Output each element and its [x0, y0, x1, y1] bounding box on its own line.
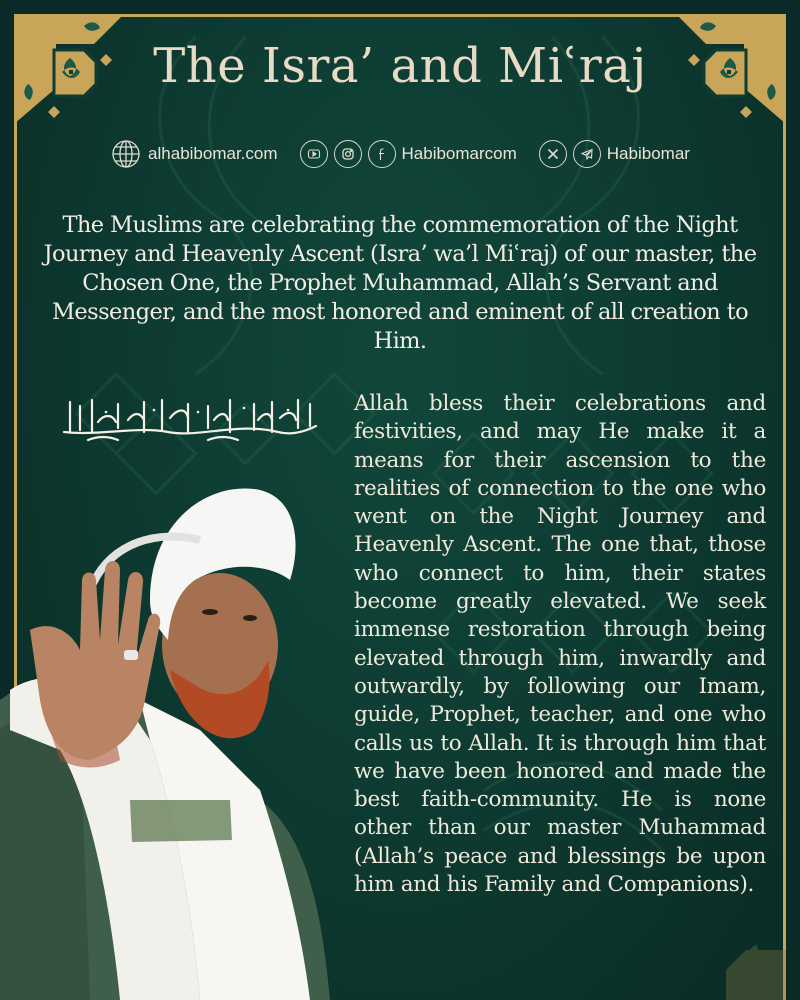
x-icon[interactable]	[539, 140, 567, 168]
corner-ornament-bottom-right	[706, 940, 786, 1000]
facebook-icon[interactable]	[368, 140, 396, 168]
social-handle-primary[interactable]: Habibomarcom	[401, 144, 517, 163]
telegram-icon[interactable]	[573, 140, 601, 168]
intro-paragraph: The Muslims are celebrating the commemoration of the Night Journey and Heavenly Ascent (Isra’ wa’l Miʿraj) of our master, the Chosen One, the Prophet Muhammad, Allah’s Servant and Messenger, and the most honored and eminent of all creation to Him.	[43, 212, 757, 354]
website-link[interactable]: alhabibomar.com	[148, 144, 278, 163]
social-links-row	[0, 138, 800, 170]
portrait-photo	[0, 470, 360, 1000]
social-handle-secondary[interactable]: Habibomar	[606, 144, 690, 163]
instagram-icon[interactable]	[334, 140, 362, 168]
youtube-icon[interactable]	[300, 140, 328, 168]
page-title: The Isra’ and Miʿraj	[153, 38, 647, 94]
globe-icon[interactable]	[110, 138, 142, 170]
arabic-calligraphy-signature	[58, 392, 322, 444]
body-paragraph: Allah bless their celebrations and festivities, and may He make it a means for their ascension to the realities of connection to the one who went on the Night Journey and Heavenly Ascent. The one that, those who connect to him, their states become greatly elevated. We seek immense restoration through being elevated through him, inwardly and outwardly, by following our Imam, guide, Prophet, teacher, and one who calls us to Allah. It is through him that we have been honored and made the best faith-community. He is none other than our master Muhammad (Allah’s peace and blessings be upon him and his Family and Companions).	[354, 391, 766, 898]
